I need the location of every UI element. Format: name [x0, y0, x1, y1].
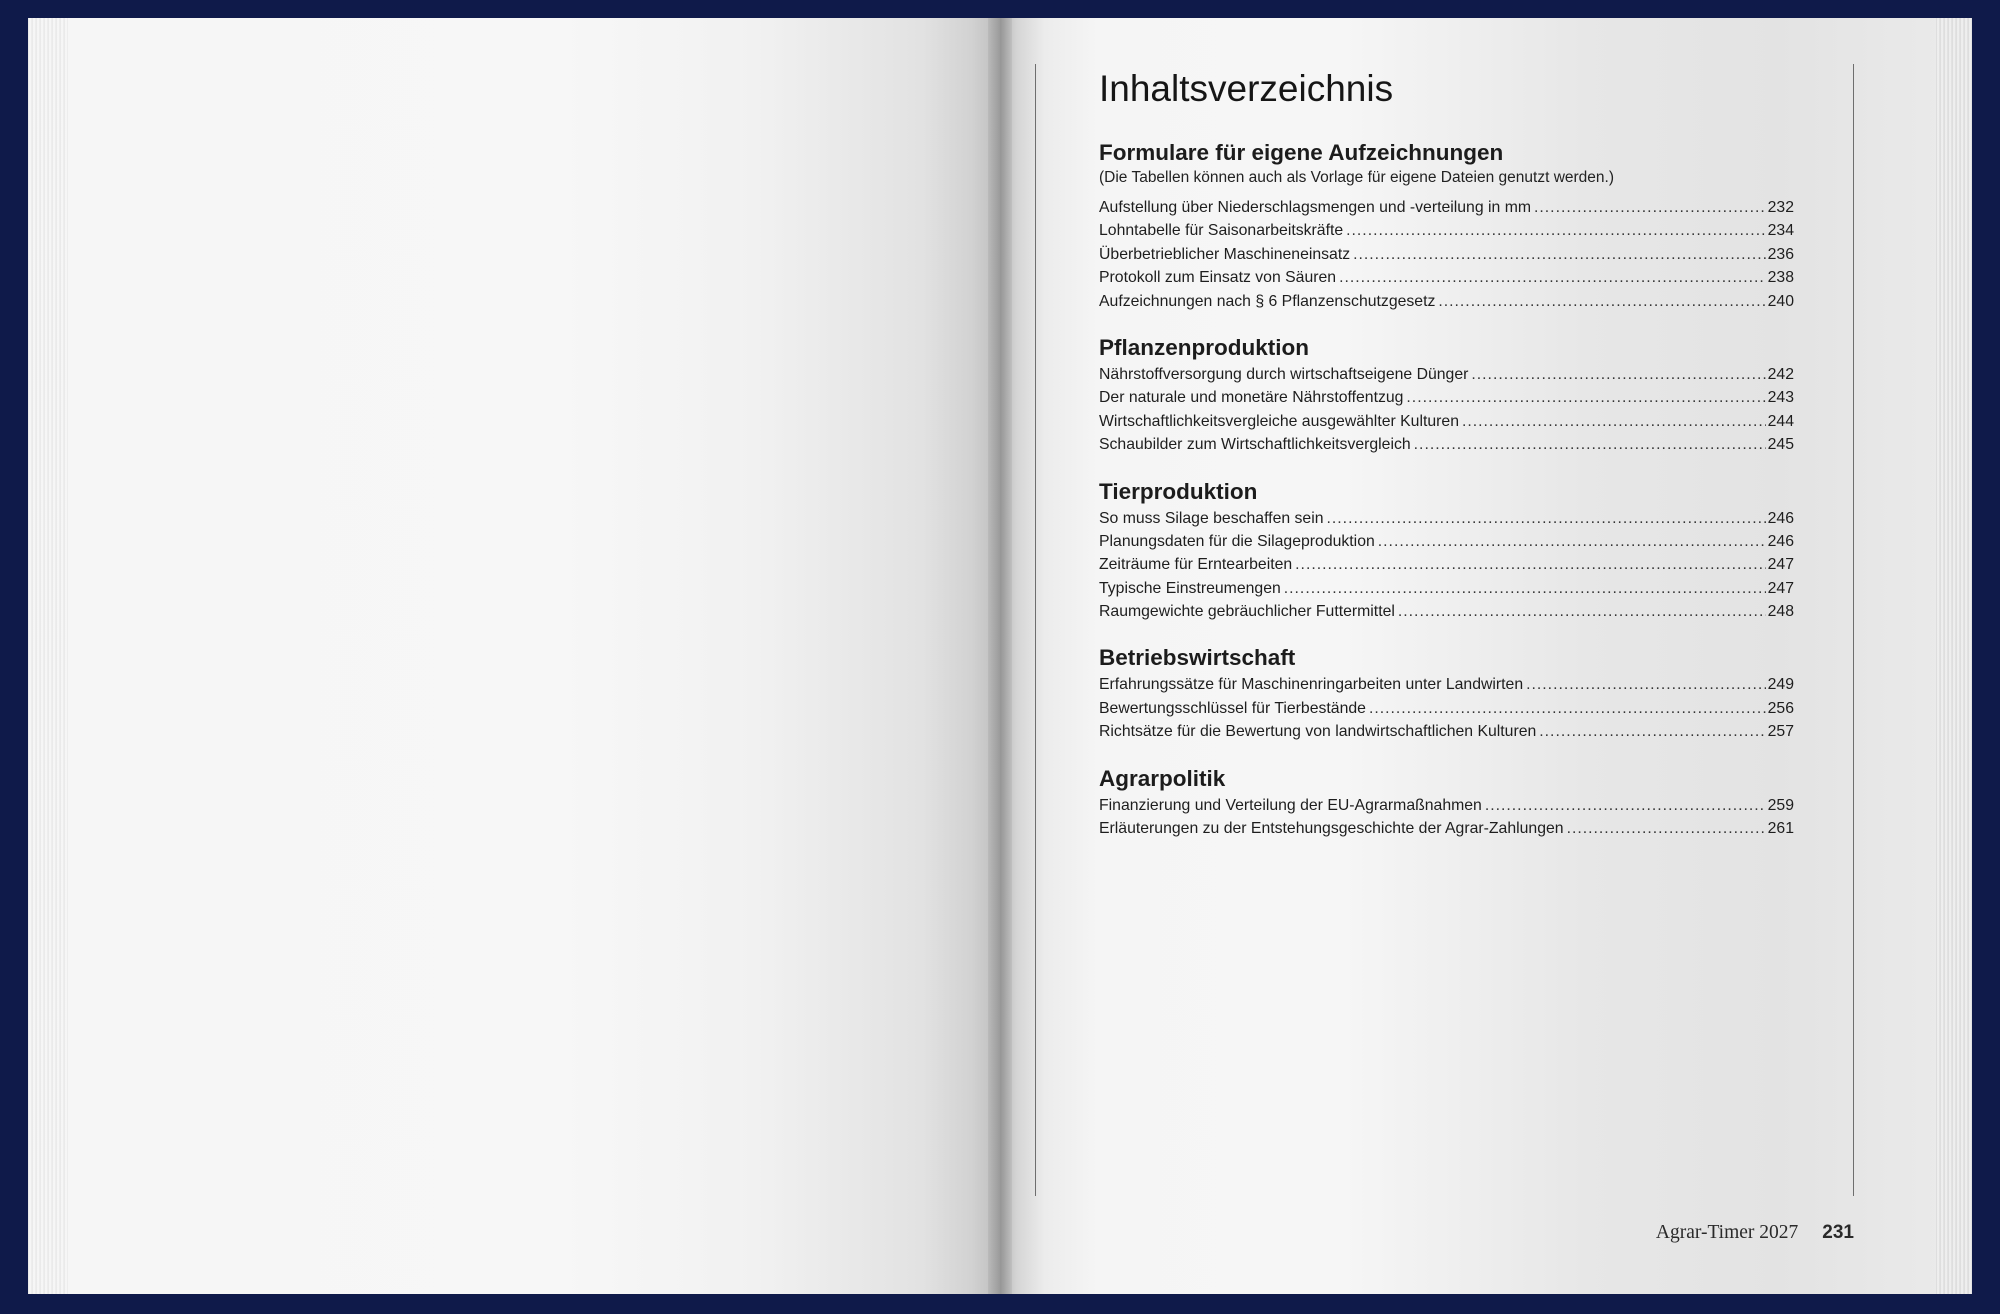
toc-entry[interactable] — [1099, 794, 1794, 817]
toc-entry[interactable] — [1099, 266, 1794, 289]
toc-section-agrarpolitik — [1099, 764, 1794, 841]
toc-entry[interactable] — [1099, 697, 1794, 720]
left-page-edges — [28, 18, 68, 1294]
toc-section-tierproduktion — [1099, 477, 1794, 624]
entry-page-number: 246 — [1767, 532, 1794, 550]
entry-title: Schaubilder zum Wirtschaftlichkeitsvergleich — [1099, 436, 1411, 454]
dot-leader — [1534, 196, 1766, 219]
right-page-edges — [1936, 18, 1972, 1294]
entry-page-number: 247 — [1767, 579, 1794, 597]
entry-title: Nährstoffversorgung durch wirtschaftseigene Dünger — [1099, 365, 1469, 383]
toc-entry[interactable] — [1099, 433, 1794, 456]
entry-page-number: 234 — [1767, 222, 1794, 240]
dot-leader — [1471, 363, 1765, 386]
toc-section-formulare — [1099, 138, 1794, 313]
entry-page-number: 232 — [1767, 199, 1794, 216]
toc-entry[interactable] — [1099, 553, 1794, 576]
dot-leader — [1398, 600, 1766, 623]
toc-section-pflanzenproduktion — [1099, 333, 1794, 457]
entry-title: Zeiträume für Erntearbeiten — [1099, 556, 1293, 574]
toc-entry[interactable] — [1099, 577, 1794, 600]
entry-title: Protokoll zum Einsatz von Säuren — [1099, 269, 1337, 287]
toc-entry[interactable] — [1099, 363, 1794, 386]
entry-title: Bewertungsschlüssel für Tierbestände — [1099, 699, 1366, 717]
entry-page-number: 236 — [1767, 245, 1794, 263]
left-page — [28, 18, 1000, 1294]
entry-page-number: 249 — [1767, 676, 1794, 694]
entry-title: Raumgewichte gebräuchlicher Futtermittel — [1099, 603, 1395, 621]
dot-leader — [1339, 266, 1766, 289]
footer-page-number: 231 — [1822, 1222, 1854, 1243]
section-heading: Betriebswirtschaft — [1099, 645, 1296, 671]
toc-entry[interactable] — [1099, 720, 1794, 743]
entry-title: So muss Silage beschaffen sein — [1099, 509, 1324, 527]
section-heading: Tierproduktion — [1099, 478, 1258, 504]
entry-page-number: 248 — [1767, 603, 1794, 621]
entry-page-number: 247 — [1767, 556, 1794, 574]
entry-title: Aufzeichnungen nach § 6 Pflanzenschutzgesetz — [1099, 292, 1436, 310]
entry-page-number: 259 — [1767, 796, 1794, 814]
left-margin-rule — [1035, 64, 1036, 1196]
entry-page-number: 240 — [1767, 292, 1794, 310]
page-footer — [1600, 1222, 1854, 1244]
toc-entry[interactable] — [1099, 219, 1794, 242]
dot-leader — [1284, 577, 1766, 600]
entry-title: Lohntabelle für Saisonarbeitskräfte — [1099, 222, 1344, 240]
dot-leader — [1327, 507, 1766, 530]
entry-title: Erläuterungen zu der Entstehungsgeschichte der Agrar-Zahlungen — [1099, 820, 1564, 838]
dot-leader — [1369, 697, 1766, 720]
dot-leader — [1414, 433, 1766, 456]
dot-leader — [1567, 817, 1766, 840]
entry-page-number: 238 — [1767, 269, 1794, 287]
toc-entry[interactable] — [1099, 817, 1794, 840]
dot-leader — [1485, 794, 1766, 817]
toc-entry[interactable] — [1099, 243, 1794, 266]
book-gutter — [988, 18, 1012, 1294]
entry-title: Der naturale und monetäre Nährstoffentzug — [1099, 389, 1404, 407]
entry-page-number: 245 — [1767, 436, 1794, 454]
section-heading: Formulare für eigene Aufzeichnungen — [1099, 140, 1504, 165]
entry-title: Aufstellung über Niederschlagsmengen und -verteilung in mm — [1099, 199, 1532, 216]
dot-leader — [1378, 530, 1766, 553]
section-heading: Pflanzenproduktion — [1099, 334, 1309, 360]
entry-title: Wirtschaftlichkeitsvergleiche ausgewählter Kulturen — [1099, 412, 1459, 430]
footer-brand: Agrar-Timer 2027 — [1655, 1222, 1799, 1243]
dot-leader — [1346, 219, 1766, 242]
entry-page-number: 244 — [1767, 412, 1794, 430]
dot-leader — [1438, 290, 1765, 313]
dot-leader — [1406, 386, 1765, 409]
section-heading: Agrarpolitik — [1099, 765, 1226, 791]
toc-entry[interactable] — [1099, 507, 1794, 530]
page-title: Inhaltsverzeichnis — [1099, 68, 1394, 109]
toc-entry[interactable] — [1099, 196, 1794, 219]
entry-title: Typische Einstreumengen — [1099, 579, 1281, 597]
entry-title: Planungsdaten für die Silageproduktion — [1099, 532, 1375, 550]
entry-title: Überbetrieblicher Maschineneinsatz — [1099, 245, 1351, 263]
toc-entry[interactable] — [1099, 673, 1794, 696]
toc-section-betriebswirtschaft — [1099, 643, 1794, 743]
entry-title: Finanzierung und Verteilung der EU-Agrarmaßnahmen — [1099, 796, 1482, 814]
dot-leader — [1295, 553, 1765, 576]
toc-entry[interactable] — [1099, 410, 1794, 433]
toc-entry[interactable] — [1099, 530, 1794, 553]
right-margin-rule — [1853, 64, 1854, 1196]
table-of-contents — [1099, 60, 1794, 840]
section-note: (Die Tabellen können auch als Vorlage für eigene Dateien genutzt werden.) — [1099, 169, 1614, 186]
entry-page-number: 242 — [1767, 365, 1794, 383]
entry-page-number: 261 — [1767, 820, 1794, 838]
entry-page-number: 256 — [1767, 699, 1794, 717]
dot-leader — [1539, 720, 1765, 743]
dot-leader — [1526, 673, 1766, 696]
toc-entry[interactable] — [1099, 386, 1794, 409]
entry-page-number: 243 — [1767, 389, 1794, 407]
dot-leader — [1462, 410, 1766, 433]
entry-page-number: 246 — [1767, 509, 1794, 527]
entry-page-number: 257 — [1767, 723, 1794, 741]
toc-entry[interactable] — [1099, 600, 1794, 623]
dot-leader — [1353, 243, 1766, 266]
entry-title: Erfahrungssätze für Maschinenringarbeiten unter Landwirten — [1099, 676, 1524, 694]
toc-entry[interactable] — [1099, 290, 1794, 313]
entry-title: Richtsätze für die Bewertung von landwirtschaftlichen Kulturen — [1099, 723, 1537, 741]
